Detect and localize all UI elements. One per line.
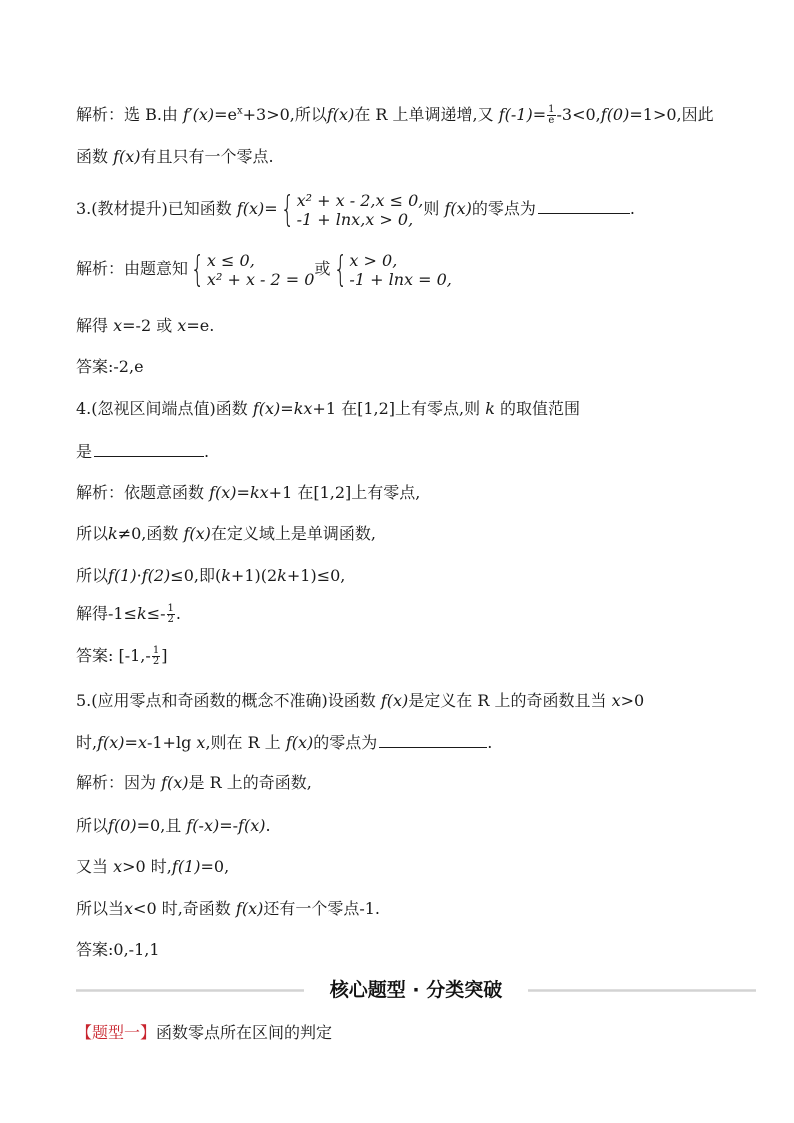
- question-4-line-2: [76, 440, 209, 463]
- math: k: [137, 604, 147, 623]
- text: 3.(教材提升)已知函数: [76, 199, 237, 218]
- text: =: [236, 483, 250, 502]
- fraction-denominator: e: [548, 115, 555, 126]
- math: k: [277, 566, 287, 585]
- math: x: [177, 316, 187, 335]
- text: .: [204, 442, 210, 461]
- math: k: [221, 566, 231, 585]
- math: x: [113, 316, 123, 335]
- fraction-denominator: 2: [167, 614, 174, 625]
- fraction: [547, 105, 555, 126]
- solution-4-line-1: [76, 482, 420, 504]
- text: .: [629, 199, 635, 218]
- text: =: [124, 733, 138, 752]
- solution-5-line-4: [76, 898, 380, 920]
- text: 时,: [76, 733, 98, 752]
- math: f(x): [236, 199, 265, 218]
- solution-3-line-2: [76, 315, 214, 337]
- text: .: [175, 604, 181, 623]
- type-title: 函数零点所在区间的判定: [156, 1023, 333, 1042]
- math: f(x): [380, 691, 409, 710]
- section-title: 核心题型 · 分类突破: [329, 979, 503, 1001]
- text: 是定义在 R 上的奇函数且当: [408, 691, 612, 710]
- question-3: [76, 189, 635, 229]
- text: 的取值范围: [494, 399, 580, 418]
- text: >0 时,: [122, 857, 172, 876]
- text: 解析：因为: [76, 773, 162, 792]
- text: 答案: [-1,-: [76, 646, 151, 665]
- math: f(x): [326, 105, 355, 124]
- question-5-line-2: [76, 731, 492, 754]
- text: 则: [423, 199, 445, 218]
- text: =-2 或: [122, 316, 178, 335]
- case-2: -1 + lnx,x > 0,: [296, 209, 414, 229]
- solution-4-line-3: [76, 565, 345, 587]
- answer-blank: [538, 197, 630, 214]
- text: .: [265, 816, 271, 835]
- text: ·: [136, 566, 142, 585]
- text: +1)≤0,: [286, 566, 346, 585]
- case-1: x² + x - 2,x ≤ 0,: [296, 190, 424, 210]
- type-label: 题型一: [92, 1023, 141, 1042]
- text: <0 时,奇函数: [133, 899, 236, 918]
- math: f(x): [235, 899, 264, 918]
- question-4-line-1: [76, 398, 580, 420]
- math: x: [124, 899, 134, 918]
- math: f(x): [285, 733, 314, 752]
- text: =0,: [200, 857, 230, 876]
- text: =e.: [186, 316, 215, 335]
- text: 在定义域上是单调函数,: [210, 524, 377, 543]
- answer-4: [76, 645, 167, 667]
- text: =0,且: [136, 816, 187, 835]
- text: +3>0,所以: [242, 105, 327, 124]
- math: x: [611, 691, 621, 710]
- text: 在 R 上单调递增,又: [354, 105, 499, 124]
- math: f(2): [141, 566, 171, 585]
- text: 还有一个零点-1.: [263, 899, 381, 918]
- brace-icon: {: [333, 248, 347, 290]
- math: kx: [293, 399, 313, 418]
- text: 5.(应用零点和奇函数的概念不准确)设函数: [76, 691, 381, 710]
- system-2: [331, 248, 452, 290]
- math: f(x): [161, 773, 189, 792]
- text: =: [532, 105, 547, 124]
- text: 是: [76, 442, 93, 461]
- math: k: [108, 524, 118, 543]
- math: f(x): [209, 483, 237, 502]
- system-1: [188, 248, 315, 290]
- answer-3: 答案:-2,e: [76, 357, 144, 376]
- text: ]: [161, 646, 168, 665]
- text: +1 在[1,2]上有零点,则: [312, 399, 486, 418]
- text: .: [487, 733, 493, 752]
- answer-blank: [379, 731, 487, 748]
- text: 的零点为: [471, 199, 536, 218]
- math: f(x): [238, 816, 266, 835]
- text: 解析：选 B.由: [76, 105, 184, 124]
- math: f(-1): [498, 105, 533, 124]
- text: 所以当: [76, 899, 125, 918]
- math: f(x): [444, 199, 472, 218]
- math: kx: [249, 483, 269, 502]
- text: 所以: [76, 566, 109, 585]
- text: 有且只有一个零点.: [140, 147, 274, 166]
- math: x: [113, 857, 123, 876]
- system-cases: [349, 251, 451, 289]
- solution-2-line-2: [76, 146, 274, 168]
- solution-2-line-1: [76, 104, 714, 126]
- text: 是 R 上的奇函数,: [188, 773, 312, 792]
- text: ≤-: [146, 604, 166, 623]
- text: -3<0,: [556, 105, 601, 124]
- math: f(0): [108, 816, 137, 835]
- text: -1+lg: [146, 733, 197, 752]
- text: =-: [219, 816, 239, 835]
- math: f(x): [97, 733, 125, 752]
- math: k: [485, 399, 495, 418]
- text: 解得: [76, 316, 114, 335]
- case-2: -1 + lnx = 0,: [349, 269, 452, 289]
- brace-icon: {: [280, 188, 295, 230]
- bracket-open: 【: [76, 1023, 93, 1042]
- system-cases: [207, 251, 315, 289]
- solution-5-line-1: [76, 772, 312, 794]
- math: f(0): [600, 105, 630, 124]
- fraction-numerator: 1: [167, 603, 174, 614]
- text: =e: [214, 105, 237, 124]
- section-heading: [76, 976, 756, 1004]
- question-5-line-1: [76, 690, 644, 712]
- text: =1>0,因此: [629, 105, 714, 124]
- text: +1)(2: [230, 566, 278, 585]
- math: f(1): [171, 857, 201, 876]
- solution-4-line-4: [76, 603, 181, 625]
- math: x: [196, 733, 206, 752]
- text: =: [264, 199, 278, 218]
- fraction: [152, 646, 160, 667]
- math: f(x): [252, 399, 281, 418]
- bracket-close: 】: [140, 1023, 157, 1042]
- fraction-numerator: 1: [152, 645, 160, 656]
- text: 4.(忽视区间端点值)函数: [76, 399, 253, 418]
- text: >0: [620, 691, 645, 710]
- text: =: [280, 399, 294, 418]
- math: x: [137, 733, 147, 752]
- case-1: x > 0,: [349, 250, 398, 270]
- math-superscript: x: [236, 105, 243, 117]
- math: f(-x): [186, 816, 220, 835]
- text: 解析：由题意知: [76, 259, 189, 278]
- solution-4-line-2: [76, 523, 376, 545]
- case-1: x ≤ 0,: [206, 250, 255, 270]
- solution-3-line-1: [76, 249, 452, 289]
- answer-5: 答案:0,-1,1: [76, 940, 160, 959]
- text: 所以: [76, 816, 109, 835]
- fraction: [167, 604, 175, 625]
- text: 的零点为: [313, 733, 378, 752]
- text: +1 在[1,2]上有零点,: [268, 483, 421, 502]
- math: f(x): [113, 147, 141, 166]
- math: f′(x): [183, 105, 215, 124]
- text: 又当: [76, 857, 114, 876]
- piecewise-cases: [297, 191, 424, 229]
- fraction-denominator: 2: [152, 656, 160, 667]
- text: 解得-1≤: [76, 604, 137, 623]
- text: ≠0,函数: [117, 524, 184, 543]
- math: f(x): [183, 524, 211, 543]
- text: ≤0,即(: [170, 566, 222, 585]
- text: 解析：依题意函数: [76, 483, 210, 502]
- solution-5-line-3: [76, 856, 229, 878]
- answer-blank: [94, 440, 204, 457]
- fraction-numerator: 1: [548, 104, 555, 115]
- case-2: x² + x - 2 = 0: [206, 269, 315, 289]
- text: 所以: [76, 524, 109, 543]
- text: 或: [314, 259, 331, 278]
- text: 函数: [76, 147, 114, 166]
- question-type-heading: [76, 1022, 332, 1044]
- divider: [76, 989, 304, 992]
- solution-5-line-2: [76, 815, 271, 837]
- text: ,则在 R 上: [205, 733, 286, 752]
- math: f(1): [108, 566, 137, 585]
- piecewise: [278, 188, 424, 230]
- brace-icon: {: [190, 248, 205, 290]
- divider: [528, 989, 756, 992]
